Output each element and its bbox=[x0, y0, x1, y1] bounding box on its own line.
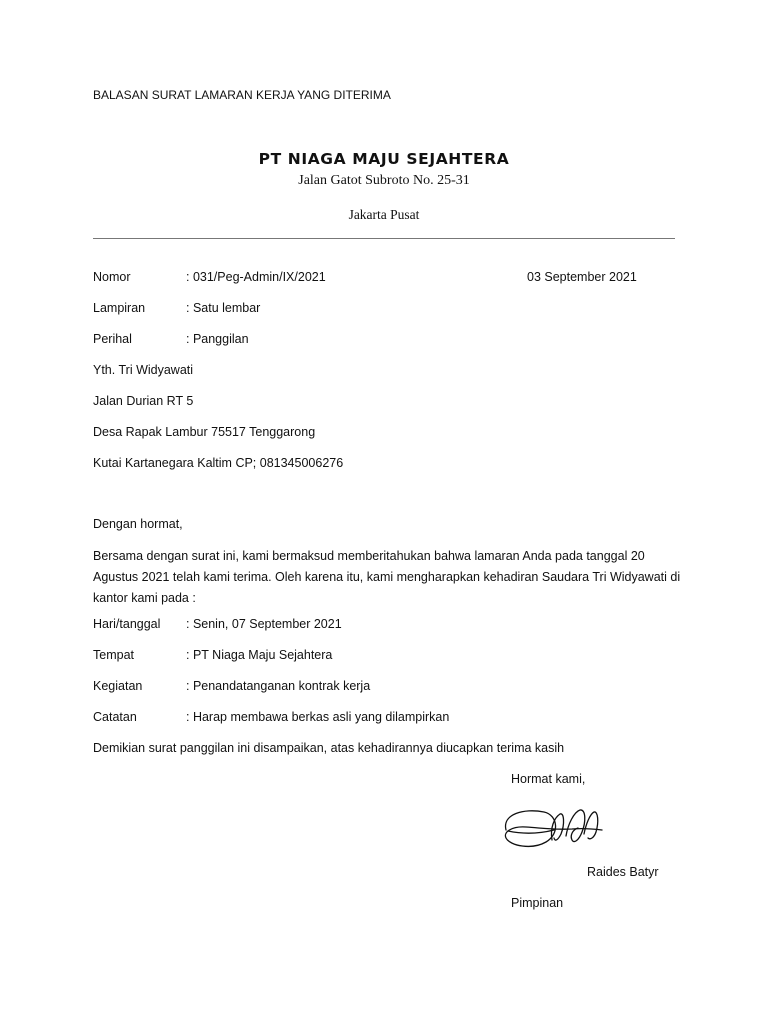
detail-value-date: : Senin, 07 September 2021 bbox=[186, 617, 342, 631]
signer-name: Raides Batyr bbox=[587, 865, 659, 879]
perihal-label: Perihal bbox=[93, 332, 132, 346]
signer-title: Pimpinan bbox=[511, 896, 564, 910]
lampiran-label: Lampiran bbox=[93, 301, 146, 315]
detail-value-activity: : Penandatanganan kontrak kerja bbox=[186, 679, 371, 693]
detail-label-activity: Kegiatan bbox=[93, 679, 143, 693]
recipient-address-region: Kutai Kartanegara Kaltim CP; 081345006276 bbox=[93, 456, 344, 470]
company-address-street: Jalan Gatot Subroto No. 25-31 bbox=[298, 173, 470, 188]
closing-sentence: Demikian surat panggilan ini disampaikan, atas kehadirannya diucapkan terima kasih bbox=[93, 741, 565, 755]
handwritten-signature bbox=[498, 800, 608, 860]
company-name: PT NIAGA MAJU SEJAHTERA bbox=[258, 150, 510, 168]
lampiran-value: : Satu lembar bbox=[186, 301, 261, 315]
nomor-value: : 031/Peg-Admin/IX/2021 bbox=[186, 270, 326, 284]
detail-value-place: : PT Niaga Maju Sejahtera bbox=[186, 648, 333, 662]
detail-value-note: : Harap membawa berkas asli yang dilampirkan bbox=[186, 710, 450, 724]
perihal-value: : Panggilan bbox=[186, 332, 249, 346]
letterhead-divider bbox=[93, 238, 675, 239]
recipient-name: Yth. Tri Widyawati bbox=[93, 363, 194, 377]
document-heading: BALASAN SURAT LAMARAN KERJA YANG DITERIMA bbox=[93, 88, 391, 102]
nomor-label: Nomor bbox=[93, 270, 131, 284]
detail-label-date: Hari/tanggal bbox=[93, 617, 161, 631]
detail-label-place: Tempat bbox=[93, 648, 134, 662]
body-paragraph: Bersama dengan surat ini, kami bermaksud memberitahukan bahwa lamaran Anda pada tanggal 20 Agustus 2021 telah kami terima. Oleh karena itu, kami mengharapkan kehadiran Saudara Tri Widyawati di kantor kami pada : bbox=[93, 549, 681, 605]
recipient-address-village: Desa Rapak Lambur 75517 Tenggarong bbox=[93, 425, 316, 439]
signature-greeting: Hormat kami, bbox=[511, 772, 586, 786]
detail-label-note: Catatan bbox=[93, 710, 137, 724]
recipient-address-street: Jalan Durian RT 5 bbox=[93, 394, 194, 408]
salutation: Dengan hormat, bbox=[93, 517, 183, 531]
company-address-city: Jakarta Pusat bbox=[348, 207, 420, 222]
letter-date: 03 September 2021 bbox=[527, 270, 637, 284]
